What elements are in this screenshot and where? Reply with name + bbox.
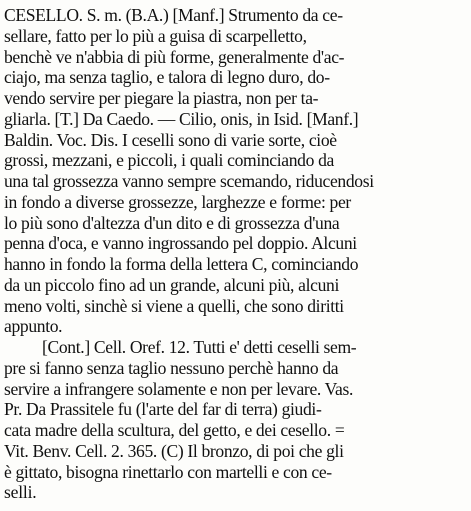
text-line-17: [Cont.] Cell. Oref. 12. Tutti e' detti ceselli sem- bbox=[42, 337, 357, 357]
text-line-3: benchè ve n'abbia di più forme, generalmente d'ac- bbox=[4, 46, 345, 67]
text-line-8: grossi, mezzani, e piccoli, i quali cominciando da bbox=[4, 150, 334, 171]
text-line-16: appunto. bbox=[4, 316, 63, 337]
text-line-5: vendo servire per piegare la piastra, non per ta- bbox=[4, 88, 319, 108]
text-line-24: selli. bbox=[4, 482, 37, 503]
text-line-10: in fondo a diverse grossezze, larghezze e forme: per bbox=[4, 191, 351, 212]
text-line-15: meno volti, sinchè si viene a quelli, che sono diritti bbox=[4, 295, 344, 316]
text-line-23: è gittato, bisogna rinettarlo con martelli e con ce- bbox=[4, 461, 332, 482]
text-line-19: servire a infrangere solamente e non per levare. Vas. bbox=[4, 378, 354, 399]
text-line-18: pre si fanno senza taglio nessuno perchè hanno da bbox=[4, 357, 339, 378]
text-line-21: cata madre della scultura, del getto, e dei cesello. = bbox=[4, 420, 345, 440]
text-line-1: CESELLO. S. m. (B.A.) [Manf.] Strumento da ce- bbox=[4, 5, 343, 25]
text-line-6: gliarla. [T.] Da Caedo. — Cilio, onis, in Isid. [Manf.] bbox=[4, 108, 359, 129]
text-line-9: una tal grossezza vanno sempre scemando, riducendosi bbox=[4, 171, 374, 191]
text-line-12: penna d'oca, e vanno ingrossando pel doppio. Alcuni bbox=[4, 233, 357, 254]
text-line-14: da un piccolo fino ad un grande, alcuni più, alcuni bbox=[4, 274, 339, 295]
text-line-13: hanno in fondo la forma della lettera C, cominciando bbox=[4, 254, 359, 274]
text-line-7: Baldin. Voc. Dis. I ceselli sono di varie sorte, cioè bbox=[4, 129, 337, 150]
text-line-22: Vit. Benv. Cell. 2. 365. (C) Il bronzo, di poi che gli bbox=[4, 440, 344, 461]
text-line-2: sellare, fatto per lo più a guisa di scarpelletto, bbox=[4, 25, 307, 46]
text-line-20: Pr. Da Prassitele fu (l'arte del far di terra) giudi- bbox=[4, 399, 322, 420]
text-line-4: ciajo, ma senza taglio, e talora di legno duro, do- bbox=[4, 67, 330, 88]
text-line-11: lo più sono d'altezza d'un dito e di grossezza d'una bbox=[4, 212, 340, 233]
